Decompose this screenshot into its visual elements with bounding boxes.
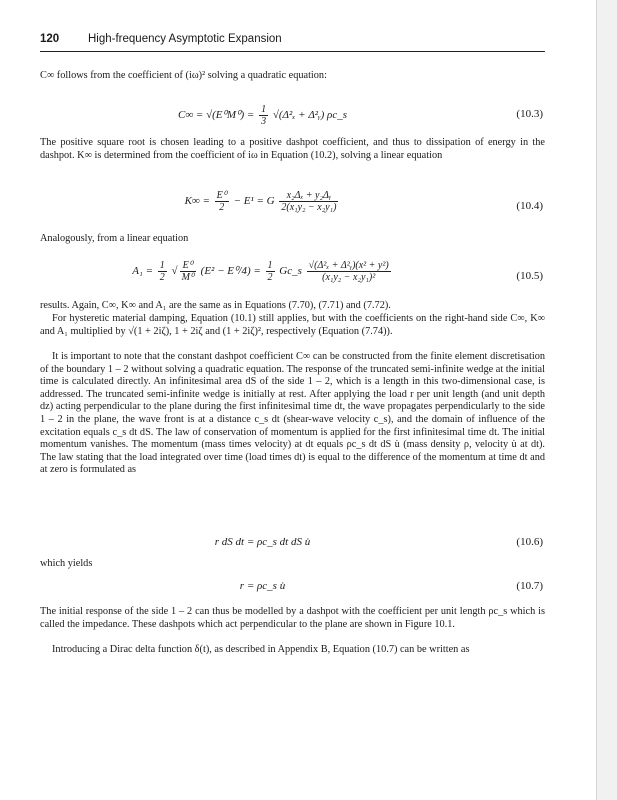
eq-10-5-paren: (E² − E⁰/4) = (200, 265, 261, 278)
paragraph-4: results. Again, C∞, K∞ and A₁ are the same as in Equations (7.70), (7.71) and (7.72). (40, 300, 391, 311)
page-gutter (596, 0, 617, 800)
paragraph-1: C∞ follows from the coefficient of (iω)² solving a quadratic equation: (40, 70, 327, 81)
paragraph-7: which yields (40, 558, 93, 569)
eq-10-3-number: (10.3) (516, 108, 543, 120)
eq-10-6-number: (10.6) (516, 536, 543, 548)
running-title: High-frequency Asymptotic Expansion (88, 33, 282, 45)
eq-10-4-mid: − E¹ = G (233, 195, 275, 208)
equation-10-7: r = ρc_s u̇ (10.7) (239, 580, 543, 592)
running-header (40, 33, 545, 52)
paragraph-9: Introducing a Dirac delta function δ(t), as described in Appendix B, Equation (10.7) can be written as (52, 644, 470, 655)
eq-10-5-lhs: A₁ = (132, 265, 154, 278)
equation-10-3 (40, 100, 545, 126)
paragraph-6: It is important to note that the constant dashpot coefficient C∞ can be constructed from the finite element discretisation of the boundary 1 – 2 without solving a quadratic equation. The response of the truncated semi-infinite wedge at the initial time is calculated directly. An infinitesimal area dS of the side 1 – 2, which is a length in this two-dimensional case, is addressed. The truncated semi-infinite wedge is initially at rest. After applying the load r per unit length (and unit depth dz) acting perpendicular to the plane during the first infinitesimal time dt, the wave propagates perpendicularly to the side 1 – 2 in the plane, the wave front is at a distance c_s dt (shear-wave velocity c_s), and the domain of influence of the excitation equals c_s dt dS. The law of conservation of momentum is applied for the first infinitesimal time dt. The initial momentum vanishes. The momentum (mass times velocity) at dt equals ρc_s dt dS u̇ (mass density ρ, velocity u̇ at dt). The law stating that the load integrated over time (load times dt) is equal to the difference of the momentum at time dt and at zero is formulated as (40, 351, 545, 476)
eq-10-3-lhs: C∞ = √(E⁰M⁰) = (178, 109, 255, 122)
eq-10-3-frac: $\frac{1}{3}$ (261, 104, 267, 127)
page-number: 120 (40, 33, 60, 45)
equation-10-5: A₁ = $\frac{1}{2}$ √ $\frac{\text{E⁰}}{\text{M⁰}}$ (E² − E⁰/4) = $\frac{1}{2}$ Gc_s $\frac{\text{√(Δ²ₓ + Δ²ᵧ)(x² + y²)}}{\text{(x₁y₂ − x₂y₁)²}}$ (10.5) (132, 260, 543, 283)
header-rule (40, 51, 545, 52)
eq-10-3-rhs: √(Δ²ₓ + Δ²ᵧ) ρc_s (272, 109, 347, 122)
eq-10-4-lhs: K∞ = (184, 195, 210, 208)
paragraph-2: The positive square root is chosen leading to a positive dashpot coefficient, and thus to dissipation of energy in the dashpot. K∞ is determined from the coefficient of iω in Equation (10.2), solving a linear equation (40, 137, 545, 161)
paragraph-8: The initial response of the side 1 – 2 can thus be modelled by a dashpot with the coefficient per unit length ρc_s which is called the impedance. These dashpots which act perpendicular to the plane are shown in Figure 10.1. (40, 606, 545, 630)
eq-10-7-number: (10.7) (516, 580, 543, 592)
eq-10-4-number: (10.4) (516, 200, 543, 212)
equation-10-6: r dS dt = ρc_s dt dS u̇ (10.6) (214, 536, 543, 548)
paragraph-3: Analogously, from a linear equation (40, 233, 189, 244)
eq-10-5-number: (10.5) (516, 270, 543, 282)
paragraph-5: For hysteretic material damping, Equation (10.1) still applies, but with the coefficients on the right-hand side C∞, K∞ and A₁ multiplied by √(1 + 2iζ), 1 + 2iζ and (1 + 2iζ)², respectively (Equation (7.74)). (40, 313, 545, 337)
equation-10-4: K∞ = $\frac{\text{E⁰}}{2}$ − E¹ = G $\frac{\text{x₂Δₓ + y₂Δᵧ}}{\text{2(x₁y₂ − x₂y₁)}}$ (10.4) (184, 190, 543, 213)
